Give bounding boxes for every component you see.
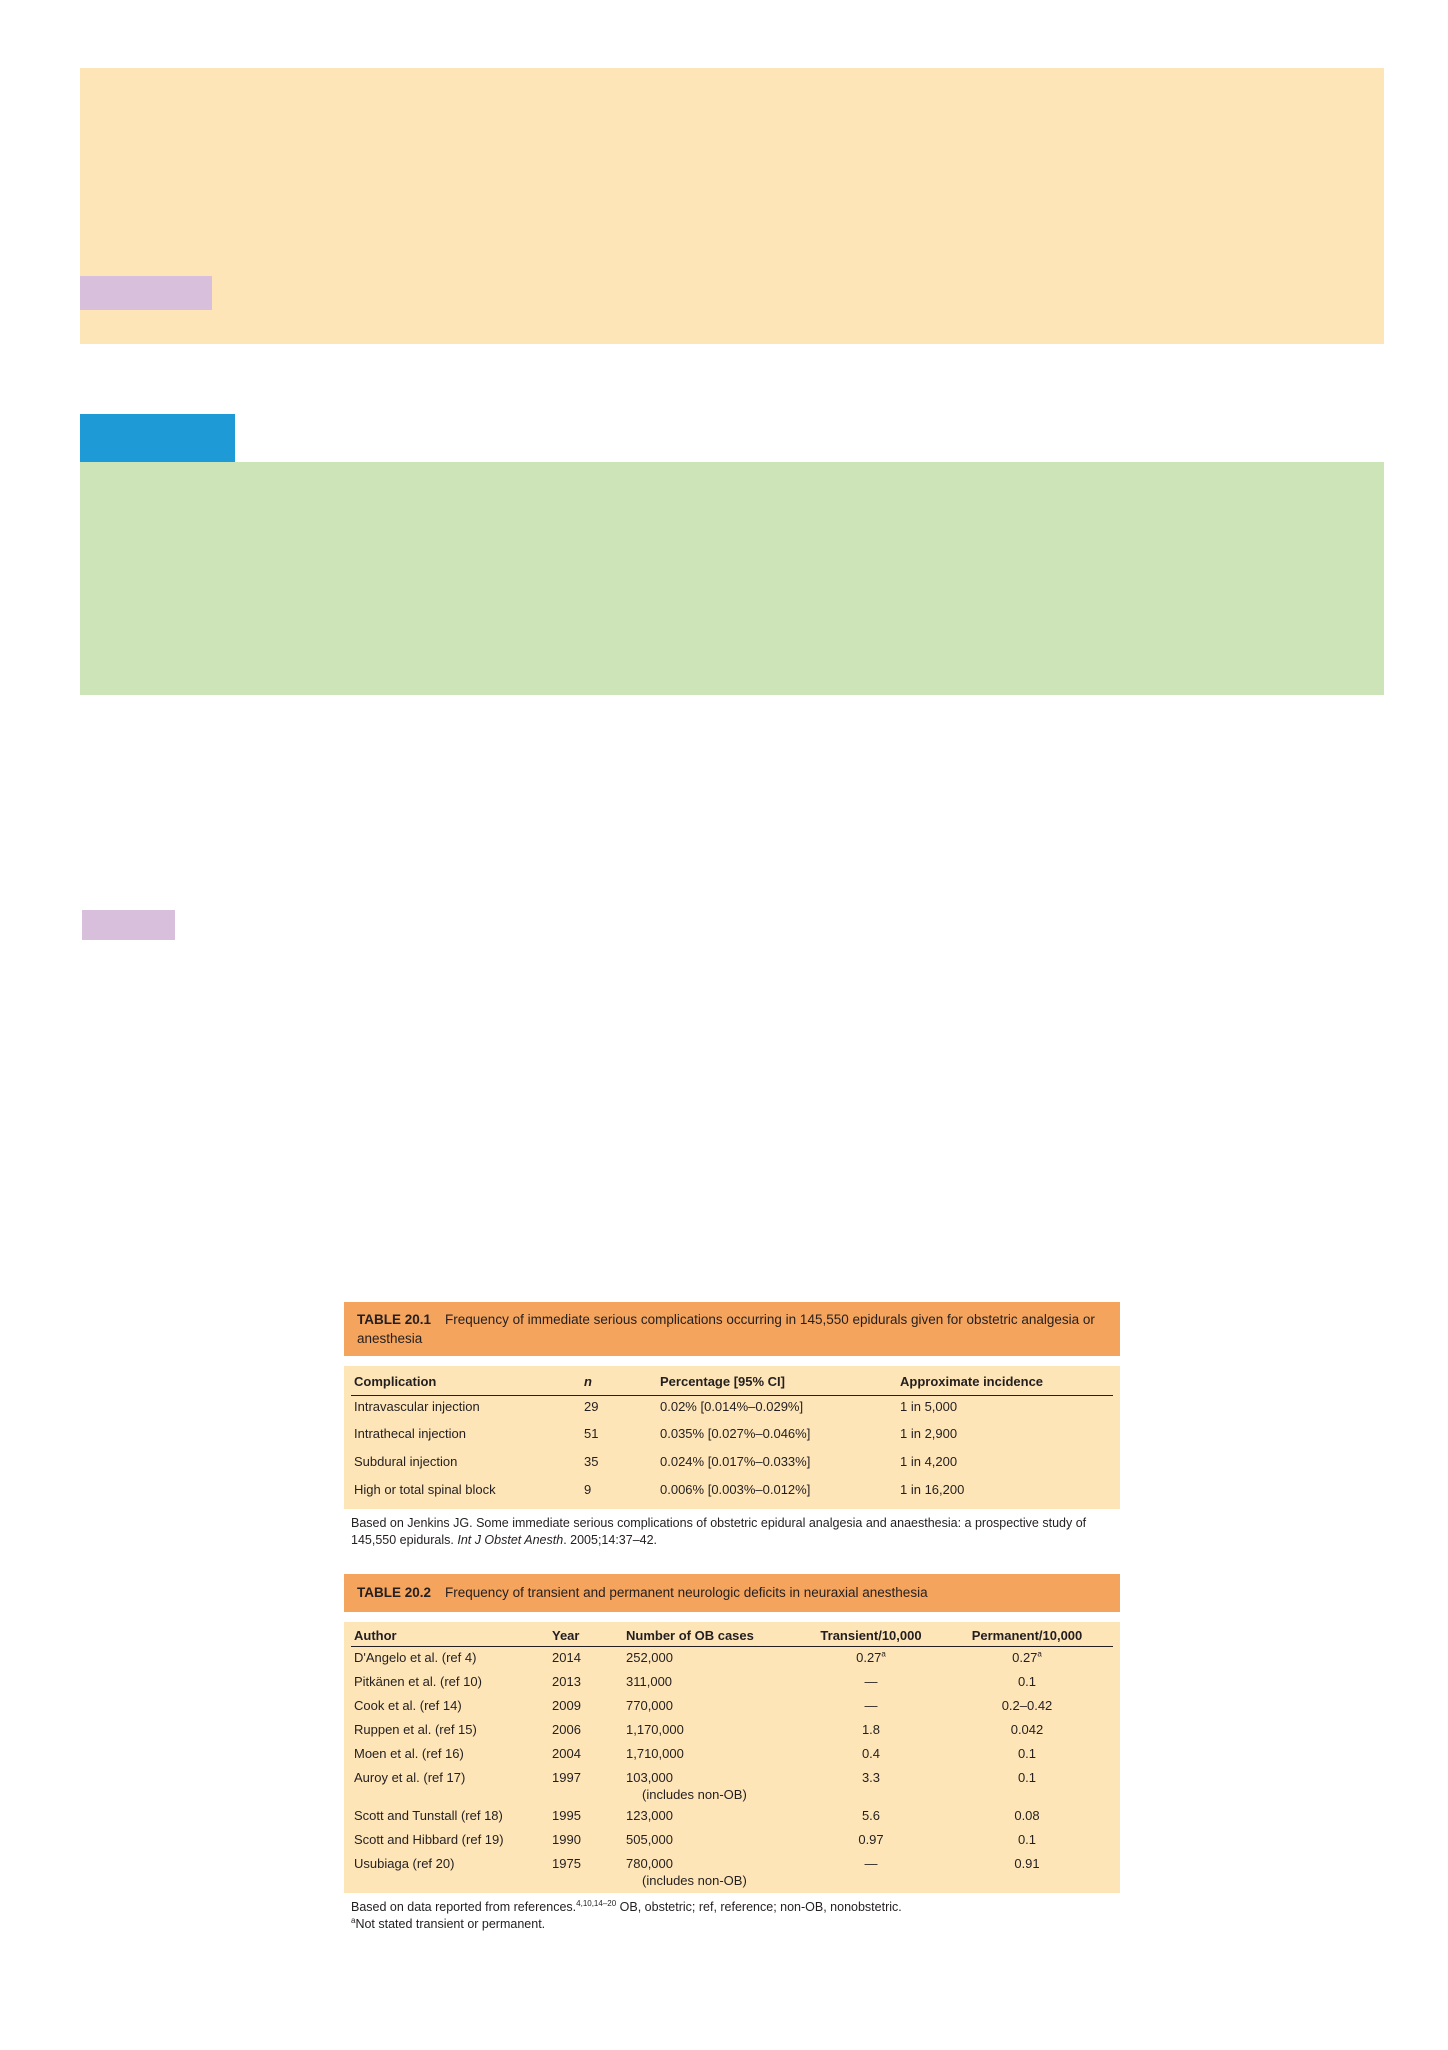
table-row bbox=[351, 1719, 1113, 1743]
footnote-mark: a bbox=[351, 1915, 356, 1925]
table-cell: 1 in 4,200 bbox=[900, 1454, 958, 1469]
table-cell: 1997 bbox=[552, 1769, 581, 1785]
column-header: Year bbox=[549, 1622, 623, 1647]
cell-value: 0.27 bbox=[856, 1650, 882, 1665]
column-header: Complication bbox=[351, 1366, 581, 1395]
table-source-note bbox=[344, 1509, 1120, 1549]
case-count: 780,000 bbox=[626, 1855, 673, 1871]
table-cell: Scott and Tunstall (ref 18) bbox=[354, 1807, 503, 1823]
table-cell bbox=[941, 1647, 1113, 1671]
table-row bbox=[351, 1767, 1113, 1805]
table-cell: 0.006% [0.003%–0.012%] bbox=[660, 1482, 811, 1497]
table-cell bbox=[623, 1853, 801, 1891]
table-row bbox=[351, 1829, 1113, 1853]
table-cell: 35 bbox=[584, 1454, 599, 1469]
table-caption bbox=[344, 1302, 1120, 1356]
table-cell: 0.042 bbox=[1010, 1721, 1044, 1737]
case-qualifier: (includes non-OB) bbox=[642, 1786, 747, 1802]
table-header-row bbox=[351, 1366, 1113, 1395]
table-cell: 2009 bbox=[552, 1697, 581, 1713]
table-cell: Subdural injection bbox=[354, 1454, 458, 1469]
table-cell: 311,000 bbox=[626, 1673, 673, 1689]
table-cell: — bbox=[864, 1855, 878, 1871]
column-header: Percentage [95% CI] bbox=[657, 1366, 897, 1395]
table-row bbox=[351, 1743, 1113, 1767]
table-body bbox=[344, 1366, 1120, 1509]
note-line bbox=[351, 1916, 1113, 1933]
note-text: OB, obstetric; ref, reference; non-OB, nonobstetric. bbox=[616, 1899, 902, 1914]
table-cell: — bbox=[864, 1673, 878, 1689]
table-cell: 1995 bbox=[552, 1807, 581, 1823]
table-cell: 2004 bbox=[552, 1745, 581, 1761]
table-title: Frequency of immediate serious complications occurring in 145,550 epidurals given for obstetric analgesia or anesthesia bbox=[357, 1312, 1095, 1346]
table-row bbox=[351, 1479, 1113, 1507]
table-cell: 0.1 bbox=[1017, 1769, 1037, 1785]
table-title: Frequency of transient and permanent neurologic deficits in neuraxial anesthesia bbox=[445, 1585, 928, 1600]
table-cell: High or total spinal block bbox=[354, 1482, 496, 1497]
table-cell: 0.024% [0.017%–0.033%] bbox=[660, 1454, 811, 1469]
table-cell: Usubiaga (ref 20) bbox=[354, 1855, 455, 1871]
footnote-mark: a bbox=[1037, 1649, 1042, 1659]
label-tag bbox=[82, 910, 175, 940]
table-header-row bbox=[351, 1622, 1113, 1647]
table-cell: 1975 bbox=[552, 1855, 581, 1871]
table-cell: Ruppen et al. (ref 15) bbox=[354, 1721, 477, 1737]
table-cell: 0.97 bbox=[858, 1831, 884, 1847]
reference-superscript: 4,10,14–20 bbox=[576, 1898, 617, 1908]
table-cell: 2013 bbox=[552, 1673, 581, 1689]
note-text: Not stated transient or permanent. bbox=[355, 1916, 546, 1931]
table-cell: 0.1 bbox=[1017, 1831, 1037, 1847]
highlight-box-yellow bbox=[80, 68, 1384, 344]
table-row bbox=[351, 1805, 1113, 1829]
table-20-1 bbox=[344, 1302, 1120, 1549]
footnote-mark: a bbox=[881, 1649, 886, 1659]
table-cell: Pitkänen et al. (ref 10) bbox=[354, 1673, 482, 1689]
table-cell: 0.91 bbox=[1014, 1855, 1040, 1871]
table-row bbox=[351, 1647, 1113, 1671]
case-qualifier: (includes non-OB) bbox=[642, 1872, 747, 1888]
table-cell: 29 bbox=[584, 1398, 599, 1414]
table-cell: 1 in 2,900 bbox=[900, 1426, 958, 1441]
table-cell: 1990 bbox=[552, 1831, 581, 1847]
table-cell: 3.3 bbox=[861, 1769, 881, 1785]
table-cell bbox=[623, 1647, 801, 1671]
table-cell: Intrathecal injection bbox=[354, 1426, 467, 1441]
table-20-2 bbox=[344, 1574, 1120, 1933]
note-line bbox=[351, 1899, 1113, 1916]
label-tag bbox=[80, 276, 212, 310]
table-row bbox=[351, 1395, 1113, 1423]
table-cell: 0.035% [0.027%–0.046%] bbox=[660, 1426, 811, 1441]
table-cell: — bbox=[864, 1697, 878, 1713]
table-cell: 0.02% [0.014%–0.029%] bbox=[660, 1398, 804, 1414]
table-cell bbox=[801, 1647, 941, 1671]
table-cell: 0.1 bbox=[1017, 1673, 1037, 1689]
column-header: Transient/10,000 bbox=[801, 1622, 941, 1647]
table-source-note bbox=[344, 1893, 1120, 1933]
table-cell: 1.8 bbox=[861, 1721, 881, 1737]
table-cell: 0.08 bbox=[1014, 1807, 1040, 1823]
table-number: TABLE 20.1 bbox=[357, 1312, 432, 1327]
table-cell: 2014 bbox=[552, 1650, 581, 1665]
table-row bbox=[351, 1695, 1113, 1719]
table-cell: 2006 bbox=[552, 1721, 581, 1737]
highlight-box-green bbox=[80, 462, 1384, 695]
table-row bbox=[351, 1671, 1113, 1695]
table-row bbox=[351, 1451, 1113, 1479]
note-journal: Int J Obstet Anesth bbox=[457, 1533, 564, 1547]
table-cell: 123,000 bbox=[626, 1807, 673, 1823]
table-cell: 1,710,000 bbox=[626, 1745, 684, 1761]
note-text: . 2005;14:37–42. bbox=[563, 1533, 658, 1547]
table-cell: 51 bbox=[584, 1426, 599, 1441]
note-text: Based on Jenkins JG. Some immediate serious complications of obstetric epidural analgesia and anaesthesia: a prospective study of 145,550 epidurals. bbox=[351, 1516, 1087, 1547]
table-cell: 9 bbox=[584, 1482, 592, 1497]
table-cell: 770,000 bbox=[626, 1697, 673, 1713]
column-header: Author bbox=[351, 1622, 549, 1647]
table-cell: 0.2–0.42 bbox=[1001, 1697, 1053, 1713]
table-row bbox=[351, 1423, 1113, 1451]
case-count: 252,000 bbox=[626, 1650, 673, 1665]
table-cell: Scott and Hibbard (ref 19) bbox=[354, 1831, 504, 1847]
table-cell: 1 in 5,000 bbox=[900, 1398, 958, 1414]
table-cell: 505,000 bbox=[626, 1831, 673, 1847]
section-tab bbox=[80, 414, 235, 462]
table-cell: 0.1 bbox=[1017, 1745, 1037, 1761]
table-number: TABLE 20.2 bbox=[357, 1585, 432, 1600]
table-cell: Intravascular injection bbox=[354, 1398, 480, 1414]
note-text: Based on data reported from references. bbox=[351, 1899, 577, 1914]
table-row bbox=[351, 1853, 1113, 1891]
table-cell: D'Angelo et al. (ref 4) bbox=[354, 1650, 477, 1665]
table-cell: Auroy et al. (ref 17) bbox=[354, 1769, 466, 1785]
column-header: Approximate incidence bbox=[897, 1366, 1113, 1395]
table-cell bbox=[623, 1767, 801, 1805]
table-cell: Moen et al. (ref 16) bbox=[354, 1745, 464, 1761]
column-header: Number of OB cases bbox=[623, 1622, 801, 1647]
table-cell: 5.6 bbox=[861, 1807, 881, 1823]
complications-table bbox=[351, 1366, 1113, 1507]
cell-value: 0.27 bbox=[1012, 1650, 1038, 1665]
column-header: Permanent/10,000 bbox=[941, 1622, 1113, 1647]
case-count: 103,000 bbox=[626, 1769, 673, 1785]
table-body bbox=[344, 1622, 1120, 1893]
table-cell: Cook et al. (ref 14) bbox=[354, 1697, 462, 1713]
table-cell: 1,170,000 bbox=[626, 1721, 684, 1737]
column-header: n bbox=[581, 1366, 657, 1395]
table-cell: 0.4 bbox=[861, 1745, 881, 1761]
neurologic-deficits-table bbox=[351, 1622, 1113, 1891]
table-caption bbox=[344, 1574, 1120, 1612]
table-cell: 1 in 16,200 bbox=[900, 1482, 965, 1497]
